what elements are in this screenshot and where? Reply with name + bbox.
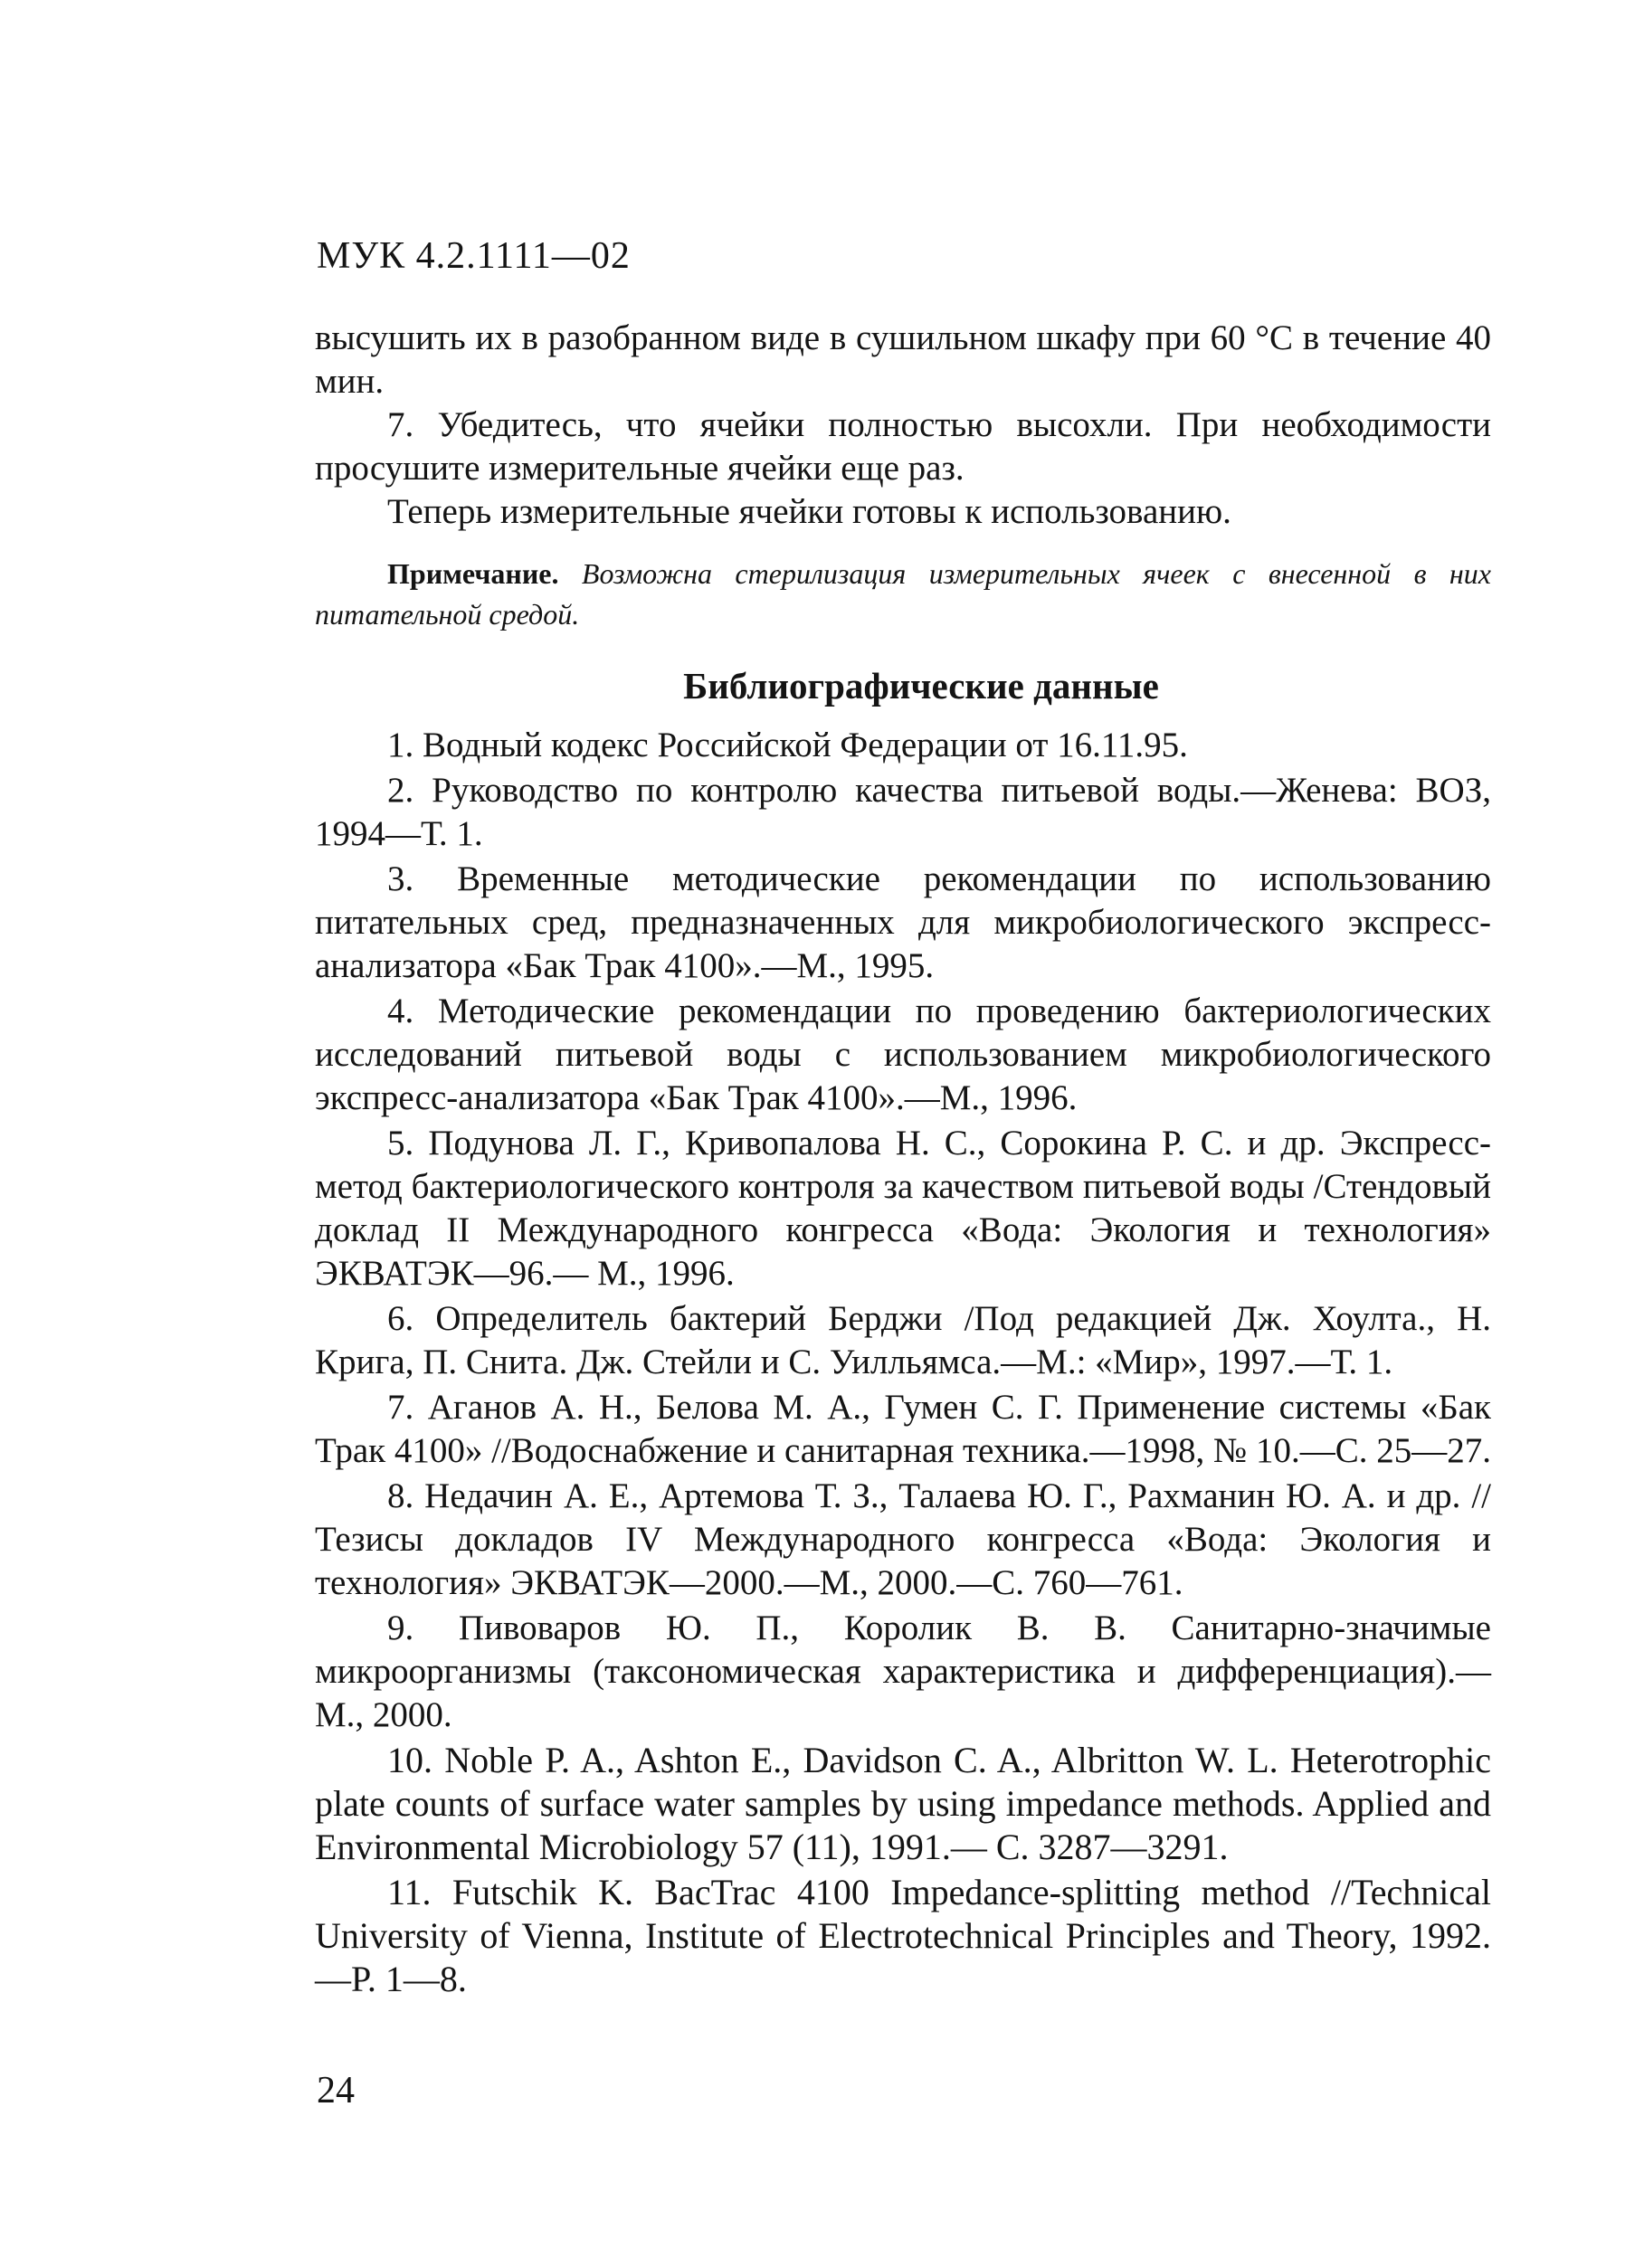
bibliography-item: 6. Определитель бактерий Берджи /Под редакцией Дж. Хоулта., Н. Крига, П. Снита. Дж. Стейли и С. Уилльямса.—М.: «Мир», 1997.—Т. 1. bbox=[315, 1299, 1491, 1381]
bibliography-item: 9. Пивоваров Ю. П., Королик В. В. Санитарно-значимые микроорганизмы (таксономическая характеристика и дифференциация).— М., 2000. bbox=[315, 1608, 1491, 1734]
bibliography-item: 5. Подунова Л. Г., Кривопалова Н. С., Сорокина Р. С. и др. Экспресс-метод бактериологического контроля за качеством питьевой воды /Стендовый доклад II Международного конгресса «Вода: Экология и технология» ЭКВАТЭК—96.— М., 1996. bbox=[315, 1124, 1491, 1293]
bibliography-item: 10. Noble P. A., Ashton E., Davidson C. A., Albritton W. L. Heterotrophic plate counts of surface water samples by using impedance methods. Applied and Environmental Microbiology 57 (11), 1991.— C. 3287—3291. bbox=[315, 1740, 1491, 1867]
bibliography-item: 8. Недачин А. Е., Артемова Т. З., Талаева Ю. Г., Рахманин Ю. А. и др. //Тезисы докладов IV Международного конгресса «Вода: Экология и технология» ЭКВАТЭК—2000.—М., 2000.—С. 760—761. bbox=[315, 1476, 1491, 1602]
note-text: Возможна стерилизация измерительных ячеек с внесенной в них питательной средой. bbox=[315, 557, 1492, 631]
bibliography-item: 1. Водный кодекс Российской Федерации от 16.11.95. bbox=[387, 726, 1188, 764]
note-paragraph bbox=[315, 554, 1491, 635]
bibliography-item: 3. Временные методические рекомендации по использованию питательных сред, предназначенных для микробиологического экспресс-анализатора «Бак Трак 4100».—М., 1995. bbox=[315, 859, 1491, 985]
bibliography-item: 4. Методические рекомендации по проведению бактериологических исследований питьевой воды с использованием микробиологического экспресс-анализатора «Бак Трак 4100».—М., 1996. bbox=[315, 992, 1491, 1117]
note-label: Примечание. bbox=[387, 557, 559, 590]
bibliography-heading: Библиографические данные bbox=[683, 665, 1159, 707]
ready-paragraph: Теперь измерительные ячейки готовы к использованию. bbox=[387, 492, 1231, 531]
page-number: 24 bbox=[317, 2070, 355, 2111]
step-7-paragraph: 7. Убедитесь, что ячейки полностью высохли. При необходимости просушите измерительные ячейки еще раз. bbox=[315, 405, 1491, 488]
bibliography-list bbox=[315, 724, 1491, 2001]
page-content bbox=[315, 317, 1491, 2003]
bibliography-item: 7. Аганов А. Н., Белова М. А., Гумен С. Г. Применение системы «Бак Трак 4100» //Водоснабжение и санитарная техника.—1998, № 10.—С. 25—27. bbox=[315, 1388, 1492, 1470]
bibliography-item: 2. Руководство по контролю качества питьевой воды.—Женева: ВОЗ, 1994—Т. 1. bbox=[315, 771, 1491, 853]
bibliography-item: 11. Futschik K. BacTrac 4100 Impedance-splitting method //Technical University of Vienna, Institute of Electrotechnical Principles and Theory, 1992.—P. 1—8. bbox=[315, 1872, 1491, 1999]
continued-paragraph: высушить их в разобранном виде в сушильном шкафу при 60 °С в течение 40 мин. bbox=[315, 318, 1491, 401]
document-code: МУК 4.2.1111—02 bbox=[317, 235, 631, 277]
